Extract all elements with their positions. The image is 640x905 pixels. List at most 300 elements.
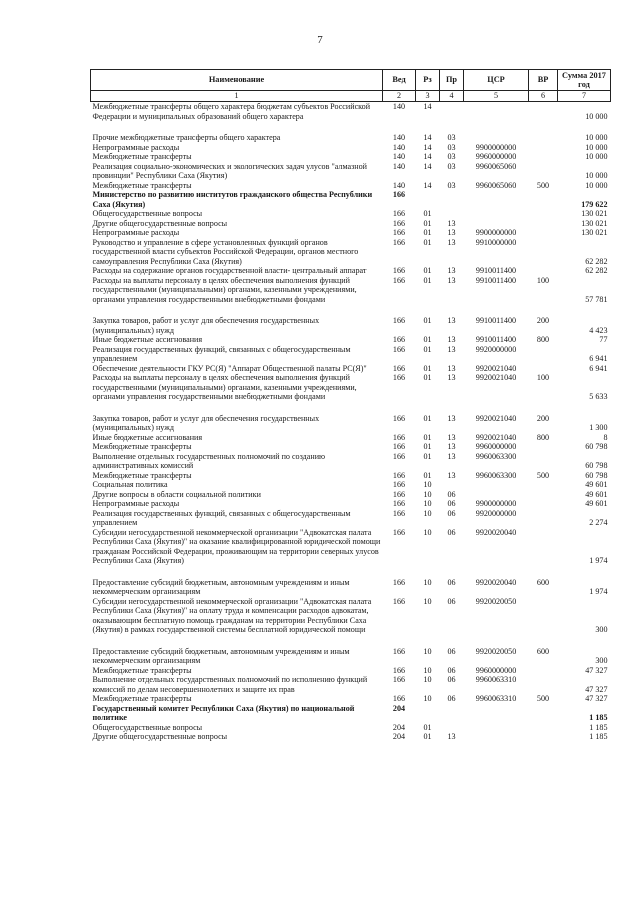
column-number: 6: [529, 91, 558, 102]
row-name: Предоставление субсидий бюджетным, автономным учреждениям и иным некоммерческим организациям: [92, 646, 350, 665]
row-vr: [529, 442, 558, 452]
row-vr: [529, 143, 558, 153]
row-csr: 9910011400: [475, 316, 517, 325]
row-ved: 166: [392, 694, 406, 703]
row-vr: [529, 102, 558, 122]
row-csr: [464, 480, 529, 490]
row-sum: 4 423: [589, 325, 608, 335]
row-sum: 10 000: [585, 171, 608, 180]
row-name: Министерство по развитию институтов гражданского общества Республики Саха (Якутия): [92, 190, 373, 209]
row-csr: 9910011400: [475, 335, 517, 344]
row-csr: [464, 209, 529, 219]
row-pr: [440, 209, 464, 219]
row-ved: 166: [392, 190, 406, 199]
row-rz: 14: [423, 161, 432, 171]
row-ved: 204: [392, 722, 406, 732]
row-ved: 140: [392, 161, 406, 171]
row-csr: [464, 732, 529, 742]
row-csr: 9920020050: [475, 646, 517, 656]
row-pr: 13: [447, 237, 456, 247]
row-pr: 13: [447, 218, 456, 228]
row-sum: 130 021: [581, 209, 608, 218]
row-vr: 200: [536, 413, 550, 423]
row-ved: 166: [392, 373, 406, 382]
row-csr: 9960063310: [475, 694, 517, 703]
row-csr: [464, 133, 529, 143]
row-pr: 13: [447, 266, 456, 275]
table-row: [91, 181, 611, 191]
row-sum: 1 974: [589, 556, 608, 565]
row-rz: 01: [423, 442, 432, 451]
row-sum: 10 000: [585, 111, 608, 121]
row-sum: 62 282: [585, 256, 608, 266]
row-sum: 130 021: [581, 218, 608, 228]
row-ved: 140: [392, 133, 406, 142]
row-csr: 9910011400: [475, 275, 517, 285]
row-csr: 9920021040: [475, 432, 517, 442]
row-pr: 06: [447, 508, 456, 518]
row-csr: 9900000000: [475, 228, 517, 237]
row-pr: 13: [447, 373, 456, 382]
table-row: [91, 433, 611, 443]
row-rz: 01: [423, 316, 432, 325]
table-row: [91, 528, 611, 566]
column-number-row: [91, 91, 611, 102]
row-rz: 01: [423, 209, 432, 218]
row-csr: 9920000000: [475, 508, 517, 518]
table-row: [91, 704, 611, 723]
row-csr: 9920021040: [475, 413, 517, 423]
row-spacer: [91, 566, 611, 578]
row-vr: [529, 238, 558, 267]
row-rz: 01: [423, 335, 432, 344]
row-csr: 9920021040: [475, 363, 517, 373]
row-vr: 800: [536, 335, 550, 344]
table-row: [91, 578, 611, 597]
row-name: Общегосударственные вопросы: [92, 722, 203, 732]
row-pr: 06: [447, 675, 456, 684]
row-name: Общегосударственные вопросы: [92, 209, 203, 218]
row-ved: 166: [392, 451, 406, 461]
row-name: Межбюджетные трансферты: [92, 470, 192, 480]
row-rz: 10: [423, 480, 432, 489]
row-vr: [529, 675, 558, 694]
row-sum: 47 327: [585, 694, 608, 703]
row-rz: 01: [423, 344, 432, 354]
column-number: 4: [440, 91, 464, 102]
table-row: [91, 209, 611, 219]
row-name: Реализация государственных функций, связанных с общегосударственным управлением: [92, 508, 351, 527]
row-rz: 01: [423, 218, 432, 228]
row-ved: 166: [392, 508, 406, 518]
row-rz: 10: [423, 577, 432, 587]
row-vr: [529, 228, 558, 238]
row-name: Межбюджетные трансферты общего характера бюджетам субъектов Российской Федерации и муниципальных образований общего характера: [92, 102, 371, 121]
row-name: Другие вопросы в области социальной политики: [92, 489, 261, 499]
row-name: Обеспечение деятельности ГКУ РС(Я) "Аппарат Общественной палаты РС(Я)": [92, 363, 367, 373]
row-vr: [529, 162, 558, 181]
budget-table: [90, 69, 611, 742]
row-name: Расходы на содержание органов государственной власти- центральный аппарат: [92, 266, 367, 275]
row-vr: 600: [536, 577, 550, 587]
header-csr: ЦСР: [464, 70, 529, 91]
row-rz: 01: [423, 275, 432, 285]
row-pr: 06: [447, 499, 456, 508]
row-vr: [529, 190, 558, 209]
row-rz: 10: [423, 694, 432, 703]
row-spacer: [91, 635, 611, 647]
spacer-cell: [91, 121, 611, 133]
row-sum: 49 601: [585, 480, 608, 489]
page-number: 7: [317, 34, 323, 46]
header-vr: ВР: [529, 70, 558, 91]
row-csr: 9900000000: [475, 142, 517, 152]
column-number: 3: [416, 91, 440, 102]
row-sum: 5 633: [589, 392, 608, 401]
row-csr: 9960063310: [475, 675, 517, 684]
row-rz: 10: [423, 499, 432, 508]
row-name: Иные бюджетные ассигнования: [92, 335, 203, 344]
row-name: Социальная политика: [92, 480, 168, 489]
row-vr: [529, 528, 558, 566]
row-vr: 500: [536, 180, 550, 190]
table-row: [91, 509, 611, 528]
table-row: [91, 364, 611, 374]
row-ved: 166: [392, 237, 406, 247]
table-row: [91, 442, 611, 452]
row-ved: 140: [392, 180, 406, 190]
row-vr: [529, 723, 558, 733]
row-ved: 166: [392, 228, 406, 237]
table-row: [91, 266, 611, 276]
row-pr: 06: [447, 665, 456, 675]
row-name: Межбюджетные трансферты: [92, 180, 192, 190]
row-rz: [416, 704, 440, 723]
row-name: Выполнение отдельных государственных полномочий по созданию административных комиссий: [92, 451, 326, 470]
row-csr: 9920000000: [475, 344, 517, 354]
row-ved: 166: [392, 577, 406, 587]
row-pr: 13: [447, 432, 456, 442]
row-vr: [529, 666, 558, 676]
row-sum: 300: [595, 656, 608, 665]
row-ved: 166: [392, 218, 406, 228]
row-csr: 9920020040: [475, 527, 517, 537]
row-csr: [464, 490, 529, 500]
row-csr: 9920020050: [475, 596, 517, 606]
row-rz: 01: [423, 732, 432, 741]
row-name: Непрограммные расходы: [92, 499, 180, 508]
row-csr: 9960063300: [475, 451, 517, 461]
row-vr: 100: [536, 373, 550, 382]
row-name: Расходы на выплаты персоналу в целях обеспечения выполнения функций государственными (муниципальными) органами, казенными учреждениями, органами управления государственными внебюджетными фондами: [92, 275, 357, 304]
row-name: Межбюджетные трансферты: [92, 665, 192, 675]
row-csr: 9920020040: [475, 577, 517, 587]
row-vr: [529, 209, 558, 219]
row-csr: 9960000000: [475, 442, 517, 451]
row-ved: 166: [392, 266, 406, 275]
row-sum: 60 798: [585, 470, 608, 480]
row-csr: [464, 219, 529, 229]
row-ved: 166: [392, 489, 406, 499]
table-row: [91, 228, 611, 238]
row-name: Иные бюджетные ассигнования: [92, 432, 203, 442]
row-vr: [529, 452, 558, 471]
row-ved: 140: [392, 152, 406, 161]
row-sum: 60 798: [585, 461, 608, 470]
header-name: Наименование: [91, 70, 383, 91]
row-sum: 1 300: [589, 423, 608, 432]
table-row: [91, 190, 611, 209]
table-row: [91, 490, 611, 500]
table-row: [91, 675, 611, 694]
row-ved: 166: [392, 646, 406, 656]
table-row: [91, 162, 611, 181]
header-row: [91, 70, 611, 91]
row-vr: [529, 499, 558, 509]
row-ved: 140: [392, 102, 406, 111]
row-rz: 10: [423, 675, 432, 684]
row-rz: 10: [423, 646, 432, 656]
row-csr: 9960065060: [475, 180, 517, 190]
table-row: [91, 345, 611, 364]
row-pr: 13: [447, 335, 456, 344]
row-rz: 10: [423, 527, 432, 537]
header-rz: Рз: [416, 70, 440, 91]
row-rz: 14: [423, 142, 432, 152]
row-sum: 6 941: [589, 354, 608, 363]
row-ved: 166: [392, 442, 406, 451]
table-row: [91, 452, 611, 471]
row-sum: 1 185: [589, 732, 608, 741]
row-pr: 06: [447, 527, 456, 537]
row-rz: 01: [423, 237, 432, 247]
row-name: Межбюджетные трансферты: [92, 442, 192, 451]
row-rz: 10: [423, 508, 432, 518]
table-body: [91, 102, 611, 742]
row-pr: 06: [447, 646, 456, 656]
row-sum: 8: [603, 432, 608, 442]
row-name: Закупка товаров, работ и услуг для обеспечения государственных (муниципальных) нужд: [92, 316, 320, 335]
row-ved: 166: [392, 344, 406, 354]
row-sum: 62 282: [585, 266, 608, 275]
table-row: [91, 133, 611, 143]
table-row: [91, 316, 611, 335]
row-rz: 14: [423, 152, 432, 161]
row-vr: [529, 490, 558, 500]
row-csr: 9960063300: [475, 470, 517, 480]
row-pr: 03: [447, 161, 456, 171]
row-name: Закупка товаров, работ и услуг для обеспечения государственных (муниципальных) нужд: [92, 413, 320, 432]
row-vr: 200: [536, 316, 550, 325]
spacer-cell: [91, 566, 611, 578]
table-row: [91, 414, 611, 433]
table-row: [91, 597, 611, 635]
table-row: [91, 152, 611, 162]
row-vr: [529, 732, 558, 742]
row-name: Расходы на выплаты персоналу в целях обеспечения выполнения функций государственными (муниципальными) органами, казенными учреждениями, органами управления государственными внебюджетными фондами: [92, 373, 357, 401]
row-pr: 13: [447, 732, 456, 741]
row-sum: 49 601: [585, 499, 608, 508]
row-ved: 166: [392, 363, 406, 373]
row-name: Реализация социально-экономических и экологических задач улусов "алмазной провинции" Республики Саха (Якутия): [92, 161, 368, 180]
header-pr: Пр: [440, 70, 464, 91]
row-pr: 13: [447, 228, 456, 237]
row-name: Межбюджетные трансферты: [92, 152, 192, 161]
row-sum: 60 798: [585, 442, 608, 451]
row-pr: 06: [447, 489, 456, 499]
row-spacer: [91, 304, 611, 316]
row-name: Предоставление субсидий бюджетным, автономным учреждениям и иным некоммерческим организациям: [92, 577, 350, 596]
table-row: [91, 219, 611, 229]
row-rz: 14: [423, 102, 432, 111]
row-name: Государственный комитет Республики Саха (Якутия) по национальной политике: [92, 703, 355, 722]
header-sum: Сумма 2017 год: [558, 70, 611, 91]
row-name: Субсидии негосударственной некоммерческой организации "Адвокатская палата Республики Саха (Якутия)" на оказание квалифицированной юридической помощи гражданам Российской Федерации, проживающим на территории северных улусов Республики Саха (Якутия): [92, 527, 381, 565]
row-ved: 166: [392, 413, 406, 423]
row-ved: 166: [392, 596, 406, 606]
row-ved: 204: [392, 703, 406, 713]
row-pr: 06: [447, 577, 456, 587]
row-ved: 140: [392, 142, 406, 152]
row-csr: 9920021040: [475, 373, 517, 382]
table-row: [91, 732, 611, 742]
row-sum: 1 185: [589, 722, 608, 732]
row-pr: 03: [447, 152, 456, 161]
row-pr: 13: [447, 413, 456, 423]
row-ved: 166: [392, 499, 406, 508]
table-row: [91, 647, 611, 666]
row-pr: [440, 102, 464, 122]
row-vr: 100: [536, 275, 550, 285]
row-vr: [529, 152, 558, 162]
row-ved: 166: [392, 275, 406, 285]
row-rz: 10: [423, 596, 432, 606]
row-vr: [529, 704, 558, 723]
table-row: [91, 723, 611, 733]
row-csr: 9960000000: [475, 152, 517, 161]
row-csr: 9910011400: [475, 266, 517, 275]
row-vr: [529, 480, 558, 490]
row-name: Межбюджетные трансферты: [92, 694, 192, 703]
row-ved: 166: [392, 432, 406, 442]
row-vr: 800: [536, 432, 550, 442]
row-sum: 179 622: [581, 199, 608, 209]
row-sum: 1 974: [589, 587, 608, 596]
row-ved: 166: [392, 527, 406, 537]
row-sum: 1 185: [589, 713, 608, 722]
row-sum: 10 000: [585, 180, 608, 190]
row-name: Выполнение отдельных государственных полномочий по исполнению функций комиссий по делам несовершеннолетних и защите их прав: [92, 675, 368, 694]
row-rz: 01: [423, 413, 432, 423]
column-number: 1: [91, 91, 383, 102]
row-ved: 166: [392, 335, 406, 344]
row-vr: [529, 509, 558, 528]
row-rz: 14: [423, 133, 432, 142]
row-name: Другие общегосударственные вопросы: [92, 218, 228, 228]
spacer-cell: [91, 402, 611, 414]
row-pr: 13: [447, 363, 456, 373]
row-csr: [464, 190, 529, 209]
row-spacer: [91, 402, 611, 414]
table-row: [91, 238, 611, 267]
row-pr: 03: [447, 180, 456, 190]
row-csr: 9960000000: [475, 665, 517, 675]
row-ved: 166: [392, 665, 406, 675]
row-vr: [529, 133, 558, 143]
row-pr: 03: [447, 142, 456, 152]
row-rz: 14: [423, 180, 432, 190]
row-rz: 01: [423, 228, 432, 237]
row-name: Другие общегосударственные вопросы: [92, 732, 228, 741]
table-row: [91, 335, 611, 345]
table-row: [91, 102, 611, 122]
row-pr: 13: [447, 442, 456, 451]
row-ved: 204: [392, 732, 406, 741]
row-rz: 01: [423, 451, 432, 461]
header-ved: Вед: [383, 70, 416, 91]
row-sum: 47 327: [585, 684, 608, 694]
row-sum: 130 021: [581, 228, 608, 237]
table-row: [91, 694, 611, 704]
row-pr: 13: [447, 470, 456, 480]
row-rz: 01: [423, 432, 432, 442]
row-ved: 166: [392, 316, 406, 325]
row-vr: [529, 345, 558, 364]
row-vr: 600: [536, 646, 550, 656]
row-name: Непрограммные расходы: [92, 142, 180, 152]
row-pr: 13: [447, 451, 456, 461]
row-csr: [464, 723, 529, 733]
table-row: [91, 480, 611, 490]
row-vr: 500: [536, 470, 550, 480]
row-csr: 9910000000: [475, 237, 517, 247]
row-name: Руководство и управление в сфере установленных функций органов государственной власти субъектов Российской Федерации, органов местного самоуправления Республики Саха (Якутия): [92, 237, 359, 266]
row-pr: 06: [447, 694, 456, 703]
table-row: [91, 471, 611, 481]
row-ved: 166: [392, 209, 406, 218]
row-name: Реализация государственных функций, связанных с общегосударственным управлением: [92, 344, 351, 363]
row-name: Прочие межбюджетные трансферты общего характера: [92, 133, 281, 142]
row-name: Непрограммные расходы: [92, 228, 180, 237]
row-spacer: [91, 121, 611, 133]
row-sum: 49 601: [585, 489, 608, 499]
table-row: [91, 499, 611, 509]
table-row: [91, 143, 611, 153]
row-rz: 10: [423, 489, 432, 499]
row-pr: [440, 190, 464, 209]
table-row: [91, 666, 611, 676]
row-sum: 300: [595, 625, 608, 634]
row-pr: 06: [447, 596, 456, 606]
row-name: Субсидии негосударственной некоммерческой организации "Адвокатская палата Республики Саха (Якутия)" на оплату труда и компенсации расходов адвокатам, оказывающим бесплатную помощь гражданам на территории Республики Саха (Якутия) в рамках государственной системы бесплатной юридической помощи: [92, 596, 372, 634]
row-sum: 77: [599, 335, 608, 344]
row-sum: 47 327: [585, 665, 608, 675]
row-vr: [529, 219, 558, 229]
row-rz: 01: [423, 722, 432, 732]
row-rz: 01: [423, 266, 432, 275]
row-vr: [529, 364, 558, 374]
row-ved: 166: [392, 470, 406, 480]
spacer-cell: [91, 635, 611, 647]
column-number: 5: [464, 91, 529, 102]
row-csr: [464, 102, 529, 122]
column-number: 7: [558, 91, 611, 102]
row-ved: 166: [392, 675, 406, 684]
row-rz: 01: [423, 470, 432, 480]
row-sum: 6 941: [589, 363, 608, 373]
row-rz: 10: [423, 665, 432, 675]
row-pr: 13: [447, 316, 456, 325]
